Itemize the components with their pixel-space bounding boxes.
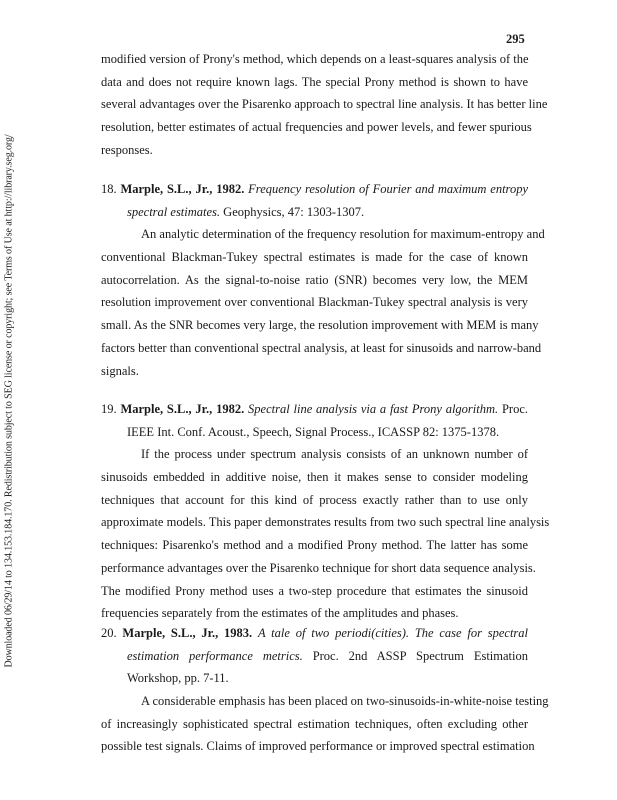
abstract-line: If the process under spectrum analysis consists of an unknown number of — [141, 447, 528, 462]
entry-number: 20. — [101, 626, 117, 640]
abstract-line: performance advantages over the Pisarenko technique for short data sequence analysis. — [101, 560, 536, 575]
reference-heading — [101, 398, 528, 421]
abstract-line: A considerable emphasis has been placed on two-sinusoids-in-white-noise testing — [141, 694, 549, 709]
abstract-line: techniques that account for this kind of process exactly rather than to use only — [101, 492, 528, 507]
entry-source: Geophysics, 47: 1303-1307. — [223, 204, 365, 219]
reference-heading — [101, 622, 528, 645]
intro-paragraph — [101, 48, 548, 161]
text-line: resolution, better estimates of actual frequencies and power levels, and fewer spurious — [101, 120, 532, 135]
abstract-line: small. As the SNR becomes very large, the resolution improvement with MEM is many — [101, 318, 539, 333]
reference-heading-cont — [101, 645, 528, 668]
text-line: several advantages over the Pisarenko approach to spectral line analysis. It has better line — [101, 97, 548, 112]
text-line: data and does not require known lags. The special Prony method is shown to have — [101, 74, 528, 89]
entry-title: Frequency resolution of Fourier and maximum entropy — [248, 182, 528, 196]
abstract-line: autocorrelation. As the signal-to-noise ratio (SNR) becomes very low, the MEM — [101, 272, 528, 287]
abstract-line: signals. — [101, 363, 139, 378]
abstract-line: conventional Blackman-Tukey spectral estimates is made for the case of known — [101, 250, 528, 265]
abstract-line: possible test signals. Claims of improved performance or improved spectral estimation — [101, 739, 535, 754]
entry-number: 18. — [101, 182, 117, 196]
abstract-line: The modified Prony method uses a two-step procedure that estimates the sinusoid — [101, 583, 528, 598]
abstract-line: sinusoids embedded in additive noise, then it makes sense to consider modeling — [101, 470, 528, 485]
reference-entry-19 — [101, 398, 550, 625]
text-line: modified version of Prony's method, which depends on a least-squares analysis of the — [101, 52, 529, 66]
text-line: responses. — [101, 142, 153, 157]
reference-entry-18 — [101, 178, 545, 382]
download-notice-text: Downloaded 06/29/14 to 134.153.184.170. Redistribution subject to SEG license or copyright; see Terms of Use at http://library.seg.org/ — [3, 134, 15, 668]
reference-heading-cont — [101, 201, 528, 224]
abstract-line: resolution improvement over conventional Blackman-Tukey spectral analysis is very — [101, 295, 528, 310]
entry-author: Marple, S.L., Jr., 1982. — [120, 402, 245, 416]
abstract-line: frequencies separately from the estimates of the amplitudes and phases. — [101, 606, 459, 621]
entry-title: A tale of two periodi(cities). The case for spectral — [257, 626, 529, 640]
reference-entry-20 — [101, 622, 549, 758]
abstract-line: of increasingly sophisticated spectral estimation techniques, often excluding other — [101, 716, 528, 731]
entry-source-cont: Workshop, pp. 7-11. — [127, 671, 229, 686]
entry-source-cont: IEEE Int. Conf. Acoust., Speech, Signal Process., ICASSP 82: 1375-1378. — [127, 424, 500, 439]
entry-author: Marple, S.L., Jr., 1982. — [120, 182, 245, 196]
abstract-line: factors better than conventional spectral analysis, at least for sinusoids and narrow-band — [101, 340, 542, 355]
entry-title-cont: estimation performance metrics. — [127, 648, 303, 663]
reference-heading — [101, 178, 528, 201]
entry-source: Proc. — [501, 402, 529, 416]
entry-title-cont: spectral estimates. — [127, 204, 221, 219]
entry-title: Spectral line analysis via a fast Prony algorithm. — [248, 402, 499, 416]
abstract-line: An analytic determination of the frequency resolution for maximum-entropy and — [141, 227, 545, 242]
abstract-line: approximate models. This paper demonstrates results from two such spectral line analysis — [101, 515, 550, 530]
abstract-line: techniques: Pisarenko's method and a modified Prony method. The latter has some — [101, 538, 528, 553]
entry-author: Marple, S.L., Jr., 1983. — [122, 626, 253, 640]
entry-source: Proc. 2nd ASSP Spectrum Estimation — [312, 648, 528, 663]
download-notice — [2, 113, 16, 689]
page-number: 295 — [506, 32, 525, 46]
entry-number: 19. — [101, 402, 117, 416]
